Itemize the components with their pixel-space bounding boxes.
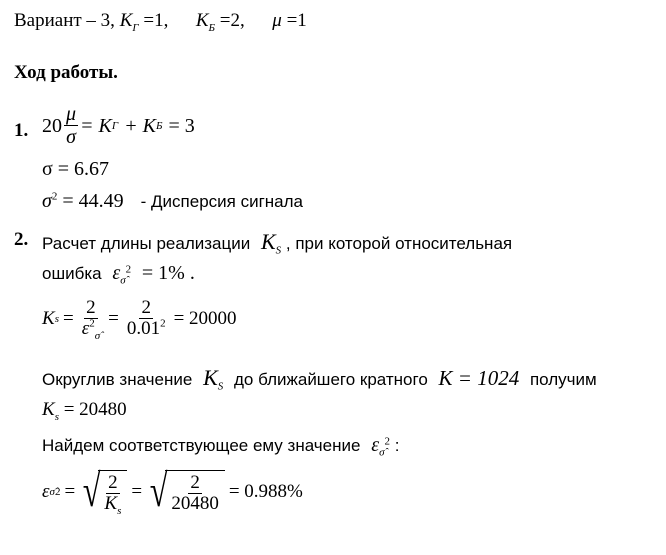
find-text: Найдем соответствующее ему значение: [42, 436, 361, 455]
ks-formula: K s = $\frac{2}{\varepsilon^2_{\sigmâ}}$ = $\frac{2}{0.01^2}$ = 20000: [42, 297, 237, 342]
sqrt2-den: 20480: [171, 492, 219, 514]
round-text-b: до ближайшего кратного: [234, 370, 428, 389]
sqrt1: [79, 465, 127, 517]
step1-formula: 20 $\frac{\mu}{\sigma}$ = K Г + K Б = 3: [42, 103, 195, 148]
sqrt1-radicand: [98, 470, 127, 515]
find-eps-sup: 2: [384, 435, 391, 448]
ks-frac1-den-sub: σ̂: [94, 329, 101, 342]
step1-eq: = K: [80, 114, 112, 137]
find-eps-sub: σ̂: [379, 446, 385, 459]
kb-value: =2,: [219, 10, 245, 31]
sqrt2-frac: [169, 473, 221, 515]
step1-coef: 20: [42, 114, 62, 137]
step1-plus: + K: [124, 114, 156, 137]
ks-result-symbol: K: [42, 399, 55, 420]
kg-sub: Г: [132, 21, 139, 34]
eps-symbol: ε: [112, 262, 121, 284]
round-ks-sub: S: [217, 380, 224, 393]
radical-icon: √: [82, 465, 101, 516]
step1-fraction: [64, 104, 78, 148]
kb-sub: Б: [208, 21, 216, 34]
ks-frac1-den-wrap: [80, 319, 102, 340]
final-result: = 0.988%: [228, 481, 303, 503]
step2-line1: [42, 229, 512, 255]
step1-number: 1.: [14, 120, 29, 141]
ks-result-sub: s: [54, 410, 59, 423]
mu-symbol: μ: [272, 10, 282, 31]
sqrt1-num: 2: [108, 472, 118, 493]
variance-label: - Дисперсия сигнала: [140, 192, 304, 211]
round-ks: K: [203, 365, 218, 390]
eps-sup: 2: [125, 263, 132, 276]
ks-frac1-den-sup: 2: [89, 317, 95, 330]
step1-tail: = 3: [168, 114, 195, 137]
round-text-a: Округлив значение: [42, 370, 193, 389]
step2-text1a: Расчет длины реализации: [42, 234, 251, 253]
sigma-line: [42, 158, 109, 181]
ks-symbol: K: [260, 229, 276, 254]
step2-number: 2.: [14, 229, 29, 250]
step2-text1b: , при которой относительная: [285, 234, 513, 253]
step2-text2a: ошибка: [42, 264, 102, 283]
mu-value: =1: [286, 10, 307, 31]
find-colon: :: [394, 436, 400, 455]
find-eps: ε: [371, 434, 380, 456]
kg-symbol: K: [119, 10, 133, 31]
ks-result-value: = 20480: [63, 399, 127, 420]
ks-result-line: [42, 399, 127, 421]
ks-frac2-den-wrap: [125, 319, 168, 340]
ks-frac2: [125, 298, 168, 340]
ks-formula-result: = 20000: [173, 307, 237, 329]
variance-rhs: = 44.49: [62, 190, 124, 212]
ks-frac1-den: ε: [81, 317, 90, 339]
round-k-eq: K = 1024: [438, 366, 520, 390]
variant-label: Вариант – 3,: [14, 10, 115, 31]
variance-sup: 2: [51, 190, 58, 203]
sqrt1-den: K: [104, 492, 118, 514]
ks-sub: S: [275, 244, 282, 257]
ks-frac1: [80, 298, 102, 340]
sqrt1-den-sub: s: [117, 504, 122, 517]
ks-frac1-num: 2: [86, 297, 96, 318]
variant-line: [14, 10, 307, 32]
ks-frac2-den-sup: 2: [160, 317, 166, 330]
step2-text2b: = 1% .: [141, 262, 195, 284]
rounding-line: [42, 365, 597, 391]
sqrt2-radicand: [165, 470, 225, 515]
radical-icon: √: [149, 465, 168, 516]
sigma-value: σ = 6.67: [42, 158, 110, 180]
eps-sub: σ̂: [120, 274, 126, 287]
sqrt1-frac: [102, 473, 123, 515]
section-title: Ход работы.: [14, 62, 118, 83]
find-line: [42, 434, 399, 457]
step1-frac-num: μ: [66, 103, 77, 125]
step1-frac-den: σ: [66, 126, 76, 148]
sqrt1-den-wrap: [102, 494, 123, 515]
round-text-c: получим: [529, 370, 597, 389]
variance-line: [42, 190, 303, 213]
variance-lhs: σ: [42, 190, 52, 212]
final-formula: ε σ̂ 2 = √ $\frac{2}{K_s}$ = √ $\frac{2}{20480}$ = 0.988%: [42, 465, 303, 517]
kb-symbol: K: [195, 10, 209, 31]
ks-frac2-den: 0.01: [126, 317, 161, 339]
ks-formula-lhs: K: [42, 307, 55, 329]
final-eps: ε: [42, 481, 50, 503]
step2-line2: [42, 262, 195, 285]
sqrt2: [146, 465, 225, 516]
kg-value: =1,: [143, 10, 169, 31]
sqrt2-num: 2: [190, 472, 200, 493]
ks-frac2-num: 2: [141, 297, 151, 318]
